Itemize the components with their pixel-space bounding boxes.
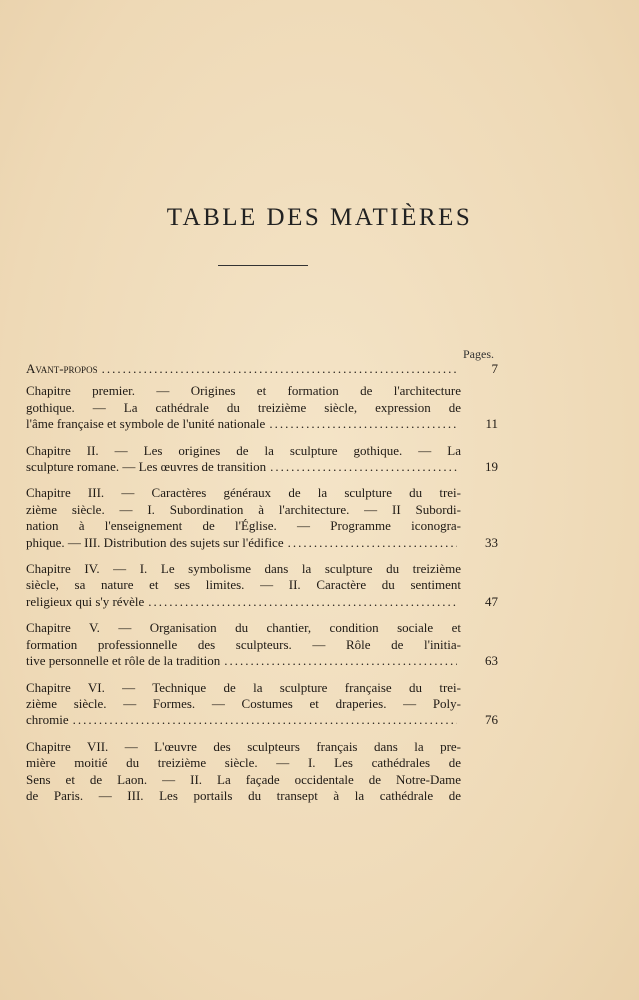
toc-line: nation à l'enseignement de l'Église. — Programme iconogra- — [26, 518, 461, 534]
toc-line: Sens et de Laon. — II. La façade occidentale de Notre-Dame — [26, 771, 461, 787]
toc-line: gothique. — La cathédrale du treizième siècle, expression de — [26, 399, 461, 415]
toc-line: zième siècle. — Formes. — Costumes et draperies. — Poly- — [26, 695, 461, 711]
toc-entry — [26, 739, 498, 805]
toc-entry — [26, 561, 498, 610]
toc-page-number: 76 — [485, 712, 498, 728]
toc-page-number: 63 — [485, 653, 498, 669]
table-of-contents — [26, 361, 498, 814]
toc-line: mière moitié du treizième siècle. — I. Les cathédrales de — [26, 755, 461, 771]
title-rule — [218, 265, 308, 266]
toc-entry — [26, 443, 498, 476]
toc-line: chromie ..... — [26, 712, 461, 728]
toc-line: Chapitre VI. — Technique de la sculpture française du trei- — [26, 679, 461, 695]
toc-line: Chapitre V. — Organisation du chantier, condition sociale et — [26, 620, 461, 636]
toc-line: Chapitre II. — Les origines de la sculpture gothique. — La — [26, 442, 461, 458]
toc-line: tive personnelle et rôle de la tradition ..... — [26, 653, 461, 669]
page-title: TABLE DES MATIÈRES — [166, 204, 473, 231]
toc-line: Chapitre IV. — I. Le symbolisme dans la sculpture du treizième — [26, 561, 461, 577]
toc-entry — [26, 620, 498, 669]
toc-line: zième siècle. — I. Subordination à l'architecture. — II Subordi- — [26, 501, 461, 517]
toc-line: formation professionnelle des sculpteurs. — Rôle de l'initia- — [26, 636, 461, 652]
toc-page-number: 11 — [485, 416, 498, 432]
toc-line: siècle, sa nature et ses limites. — II. Caractère du sentiment — [26, 577, 461, 593]
toc-line: Avant-propos ..... — [26, 361, 461, 377]
toc-entry — [26, 361, 498, 377]
toc-line: Chapitre premier. — Origines et formation de l'architecture — [26, 383, 461, 399]
toc-line: religieux qui s'y révèle ..... — [26, 594, 461, 610]
toc-page-number: 19 — [485, 459, 498, 475]
pages-column-label: Pages. — [463, 347, 494, 361]
toc-entry — [26, 485, 498, 551]
toc-line: phique. — III. Distribution des sujets sur l'édifice ..... — [26, 535, 461, 551]
toc-entry — [26, 680, 498, 729]
toc-page-number: 47 — [485, 593, 498, 609]
toc-line: de Paris. — III. Les portails du transept à la cathédrale de — [26, 787, 461, 803]
toc-entry — [26, 383, 498, 432]
toc-page-number: 7 — [491, 361, 498, 376]
toc-line: Chapitre III. — Caractères généraux de la sculpture du trei- — [26, 485, 461, 501]
toc-line: l'âme française et symbole de l'unité nationale ..... — [26, 416, 461, 432]
toc-line: Chapitre VII. — L'œuvre des sculpteurs français dans la pre- — [26, 738, 461, 754]
toc-page-number: 33 — [485, 534, 498, 550]
toc-line: sculpture romane. — Les œuvres de transition ..... — [26, 459, 461, 475]
